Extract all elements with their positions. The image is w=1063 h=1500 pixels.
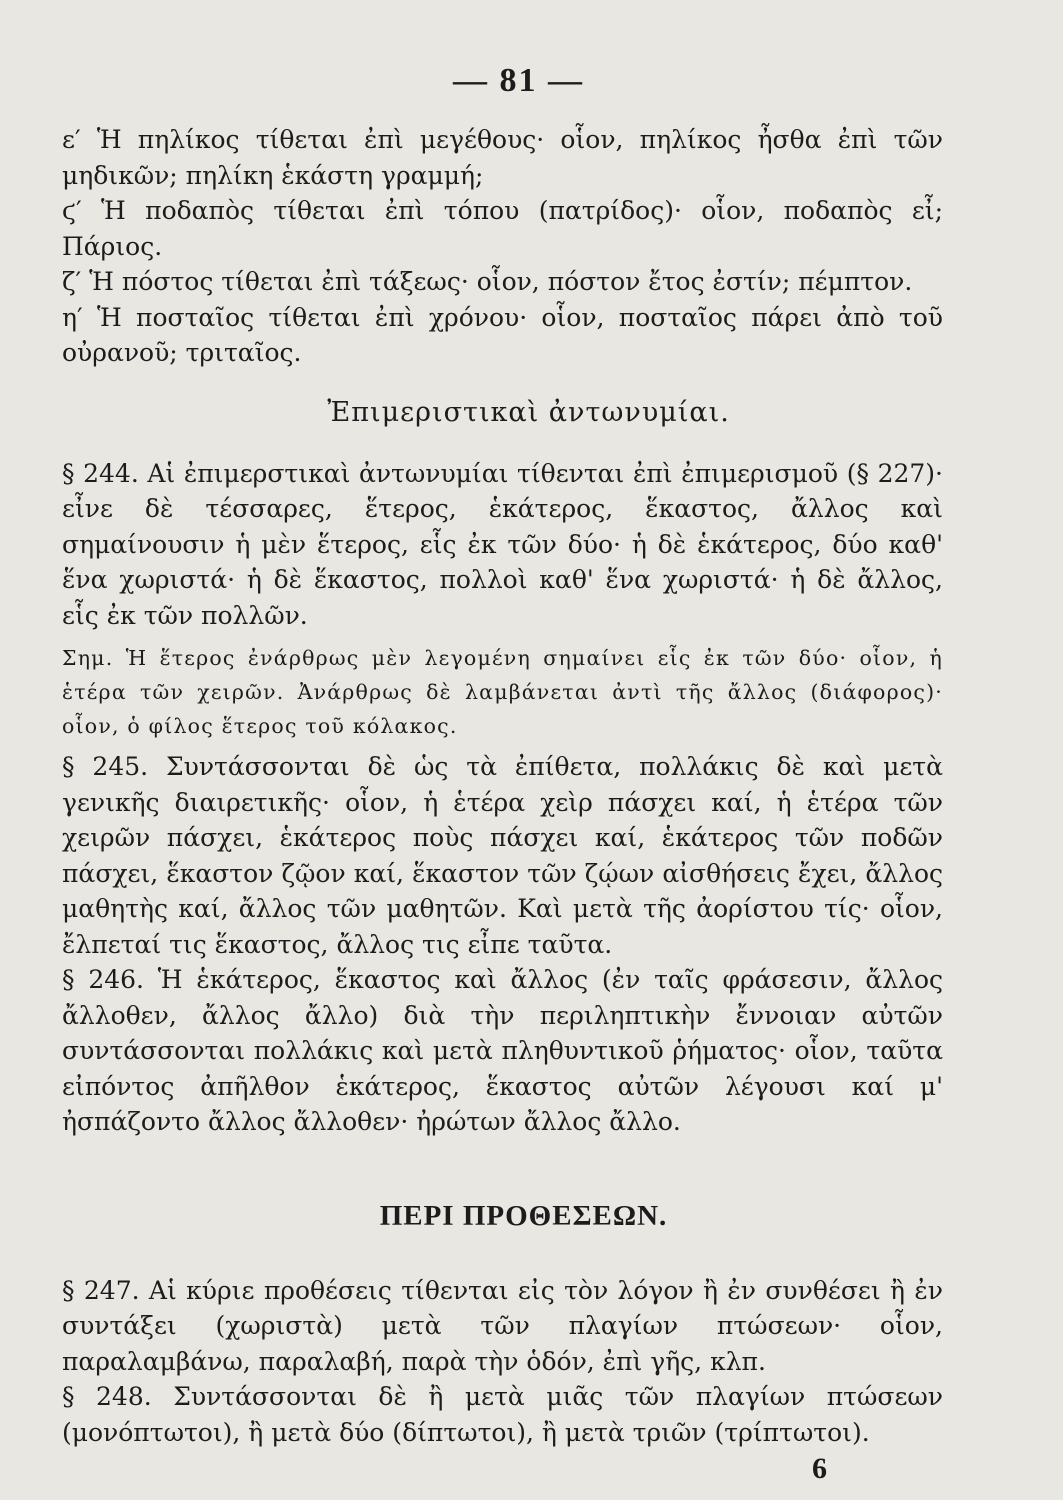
page-number: — 81 — xyxy=(453,62,584,99)
paragraph-244: § 244. Αἱ ἐπιμερστικαὶ ἀντωνυμίαι τίθενται ἐπὶ ἐπιμερισμοῦ (§ 227)· εἶνε δὲ τέσσαρες, ἕτερος, ἑκάτερος, ἕκαστος, ἄλλος καὶ σημαίνουσιν ἡ μὲν ἕτερος, εἷς ἐκ τῶν δύο· ἡ δὲ ἑκάτερος, δύο καθ' ἕνα χωριστά· ἡ δὲ ἕκαστος, πολλοὶ καθ' ἕνα χωριστά· ἡ δὲ ἄλλος, εἷς ἐκ τῶν πολλῶν. xyxy=(62,458,943,630)
chapter-heading: ΠΕΡΙ ΠΡΟΘΕΣΕΩΝ. xyxy=(379,1199,668,1232)
note: Σημ. Ἡ ἕτερος ἐνάρθρως μὲν λεγομένη σημαίνει εἷς ἐκ τῶν δύο· οἷον, ἡ ἑτέρα τῶν χειρῶν. Ἀνάρθρως δὲ λαμβάνεται ἀντὶ τῆς ἄλλος (διάφορος)· οἷον, ὁ φίλος ἕτερος τοῦ κόλακος. xyxy=(62,646,943,738)
paragraph-245: § 245. Συντάσσονται δὲ ὡς τὰ ἐπίθετα, πολλάκις δὲ καὶ μετὰ γενικῆς διαιρετικῆς· οἷον, ἡ ἑτέρα χεὶρ πάσχει καί, ἡ ἑτέρα τῶν χειρῶν πάσχει, ἑκάτερος ποὺς πάσχει καί, ἑκάτερος τῶν ποδῶν πάσχει, ἕκαστον ζῷον καί, ἕκαστον τῶν ζῴων αἰσθήσεις ἔχει, ἄλλος μαθητὴς καί, ἄλλος τῶν μαθητῶν. Καὶ μετὰ τῆς ἀορίστου τίς· οἷον, ἔλπεταί τις ἕκαστος, ἄλλος τις εἶπε ταῦτα. xyxy=(62,752,943,959)
paragraph-item-e: ε′ Ἡ πηλίκος τίθεται ἐπὶ μεγέθους· οἷον, πηλίκος ἦσθα ἐπὶ τῶν μηδικῶν; πηλίκη ἑκάστη γραμμή; xyxy=(62,125,943,190)
paragraph-248: § 248. Συντάσσονται δὲ ἢ μετὰ μιᾶς τῶν πλαγίων πτώσεων (μονόπτωτοι), ἢ μετὰ δύο (δίπτωτοι), ἢ μετὰ τριῶν (τρίπτωτοι). xyxy=(62,1382,943,1447)
section-heading: Ἐπιμεριστικαὶ ἀντωνυμίαι. xyxy=(327,396,730,428)
paragraph-247: § 247. Αἱ κύριε προθέσεις τίθενται εἰς τὸν λόγον ἢ ἐν συνθέσει ἢ ἐν συντάξει (χωριστὰ) μετὰ τῶν πλαγίων πτώσεων· οἷον, παραλαμβάνω, παραλαβή, παρὰ τὴν ὁδόν, ἐπὶ γῆς, κλπ. xyxy=(62,1275,943,1376)
paragraph-item-z: ζ′ Ἡ πόστος τίθεται ἐπὶ τάξεως· οἷον, πόστον ἔτος ἐστίν; πέμπτον. xyxy=(62,267,913,296)
paragraph-item-h: η′ Ἡ ποσταῖος τίθεται ἐπὶ χρόνου· οἷον, ποσταῖος πάρει ἀπὸ τοῦ οὐρανοῦ; τριταῖος. xyxy=(62,302,943,367)
paragraph-246: § 246. Ἡ ἑκάτερος, ἕκαστος καὶ ἄλλος (ἐν ταῖς φράσεσιν, ἄλλος ἄλλοθεν, ἄλλος ἄλλο) διὰ τὴν περιληπτικὴν ἔννοιαν αὐτῶν συντάσσονται πολλάκις καὶ μετὰ πληθυντικοῦ ῥήματος· οἷον, ταῦτα εἰπόντος ἀπῆλθον ἑκάτερος, ἕκαστος αὐτῶν λέγουσι καί μ' ἠσπάζοντο ἄλλος ἄλλοθεν· ἠρώτων ἄλλος ἄλλο. xyxy=(62,965,943,1136)
signature-mark: 6 xyxy=(812,1452,827,1485)
paragraph-item-st: ϛ′ Ἡ ποδαπὸς τίθεται ἐπὶ τόπου (πατρίδος)· οἷον, ποδαπὸς εἶ; Πάριος. xyxy=(62,196,943,261)
